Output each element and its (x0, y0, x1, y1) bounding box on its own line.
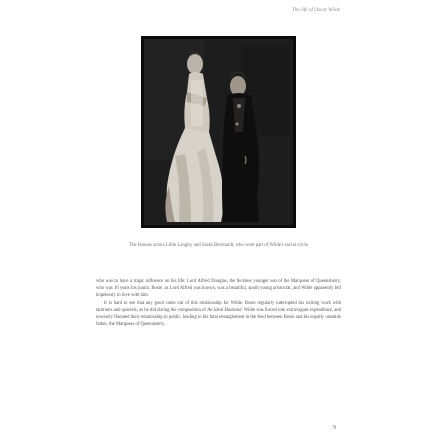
body-text (96, 278, 341, 328)
paragraph-2-text-start: It is hard to see that any good came out of this relationship for Wilde. Bosie regularly interrupted his writing work with tantrums and quarrels, as he did during the composition of (96, 300, 341, 313)
paragraph-1: who was to have a tragic influence on his life: Lord Alfred Douglas, the feckless younger son of the Marquess of Queensberry, who was 16 years his junior. Bosie, as Lord Alfred was known, was a beautiful, spoilt young aristocrat, and Wilde apparently fell hopelessly in love with him. (96, 279, 341, 299)
paragraph-2 (96, 300, 341, 329)
running-header: The life of Oscar Wilde (291, 7, 340, 13)
paragraph-2-text-end: . Wilde was forced into extravagant expenditure, and unwisely flaunted their relationship in public, leading to his fatal entanglement in the feud between Bosie and his equally unstable father, the Marquess of Queensberry. (96, 307, 341, 328)
historical-photograph (141, 36, 296, 228)
page-number: 9 (333, 425, 336, 431)
play-title: An Ideal Husband (207, 307, 242, 313)
figure-caption: The famous actors Lillie Langtry and Sarah Bernhardt, who were part of Wilde's social circle (129, 243, 308, 248)
